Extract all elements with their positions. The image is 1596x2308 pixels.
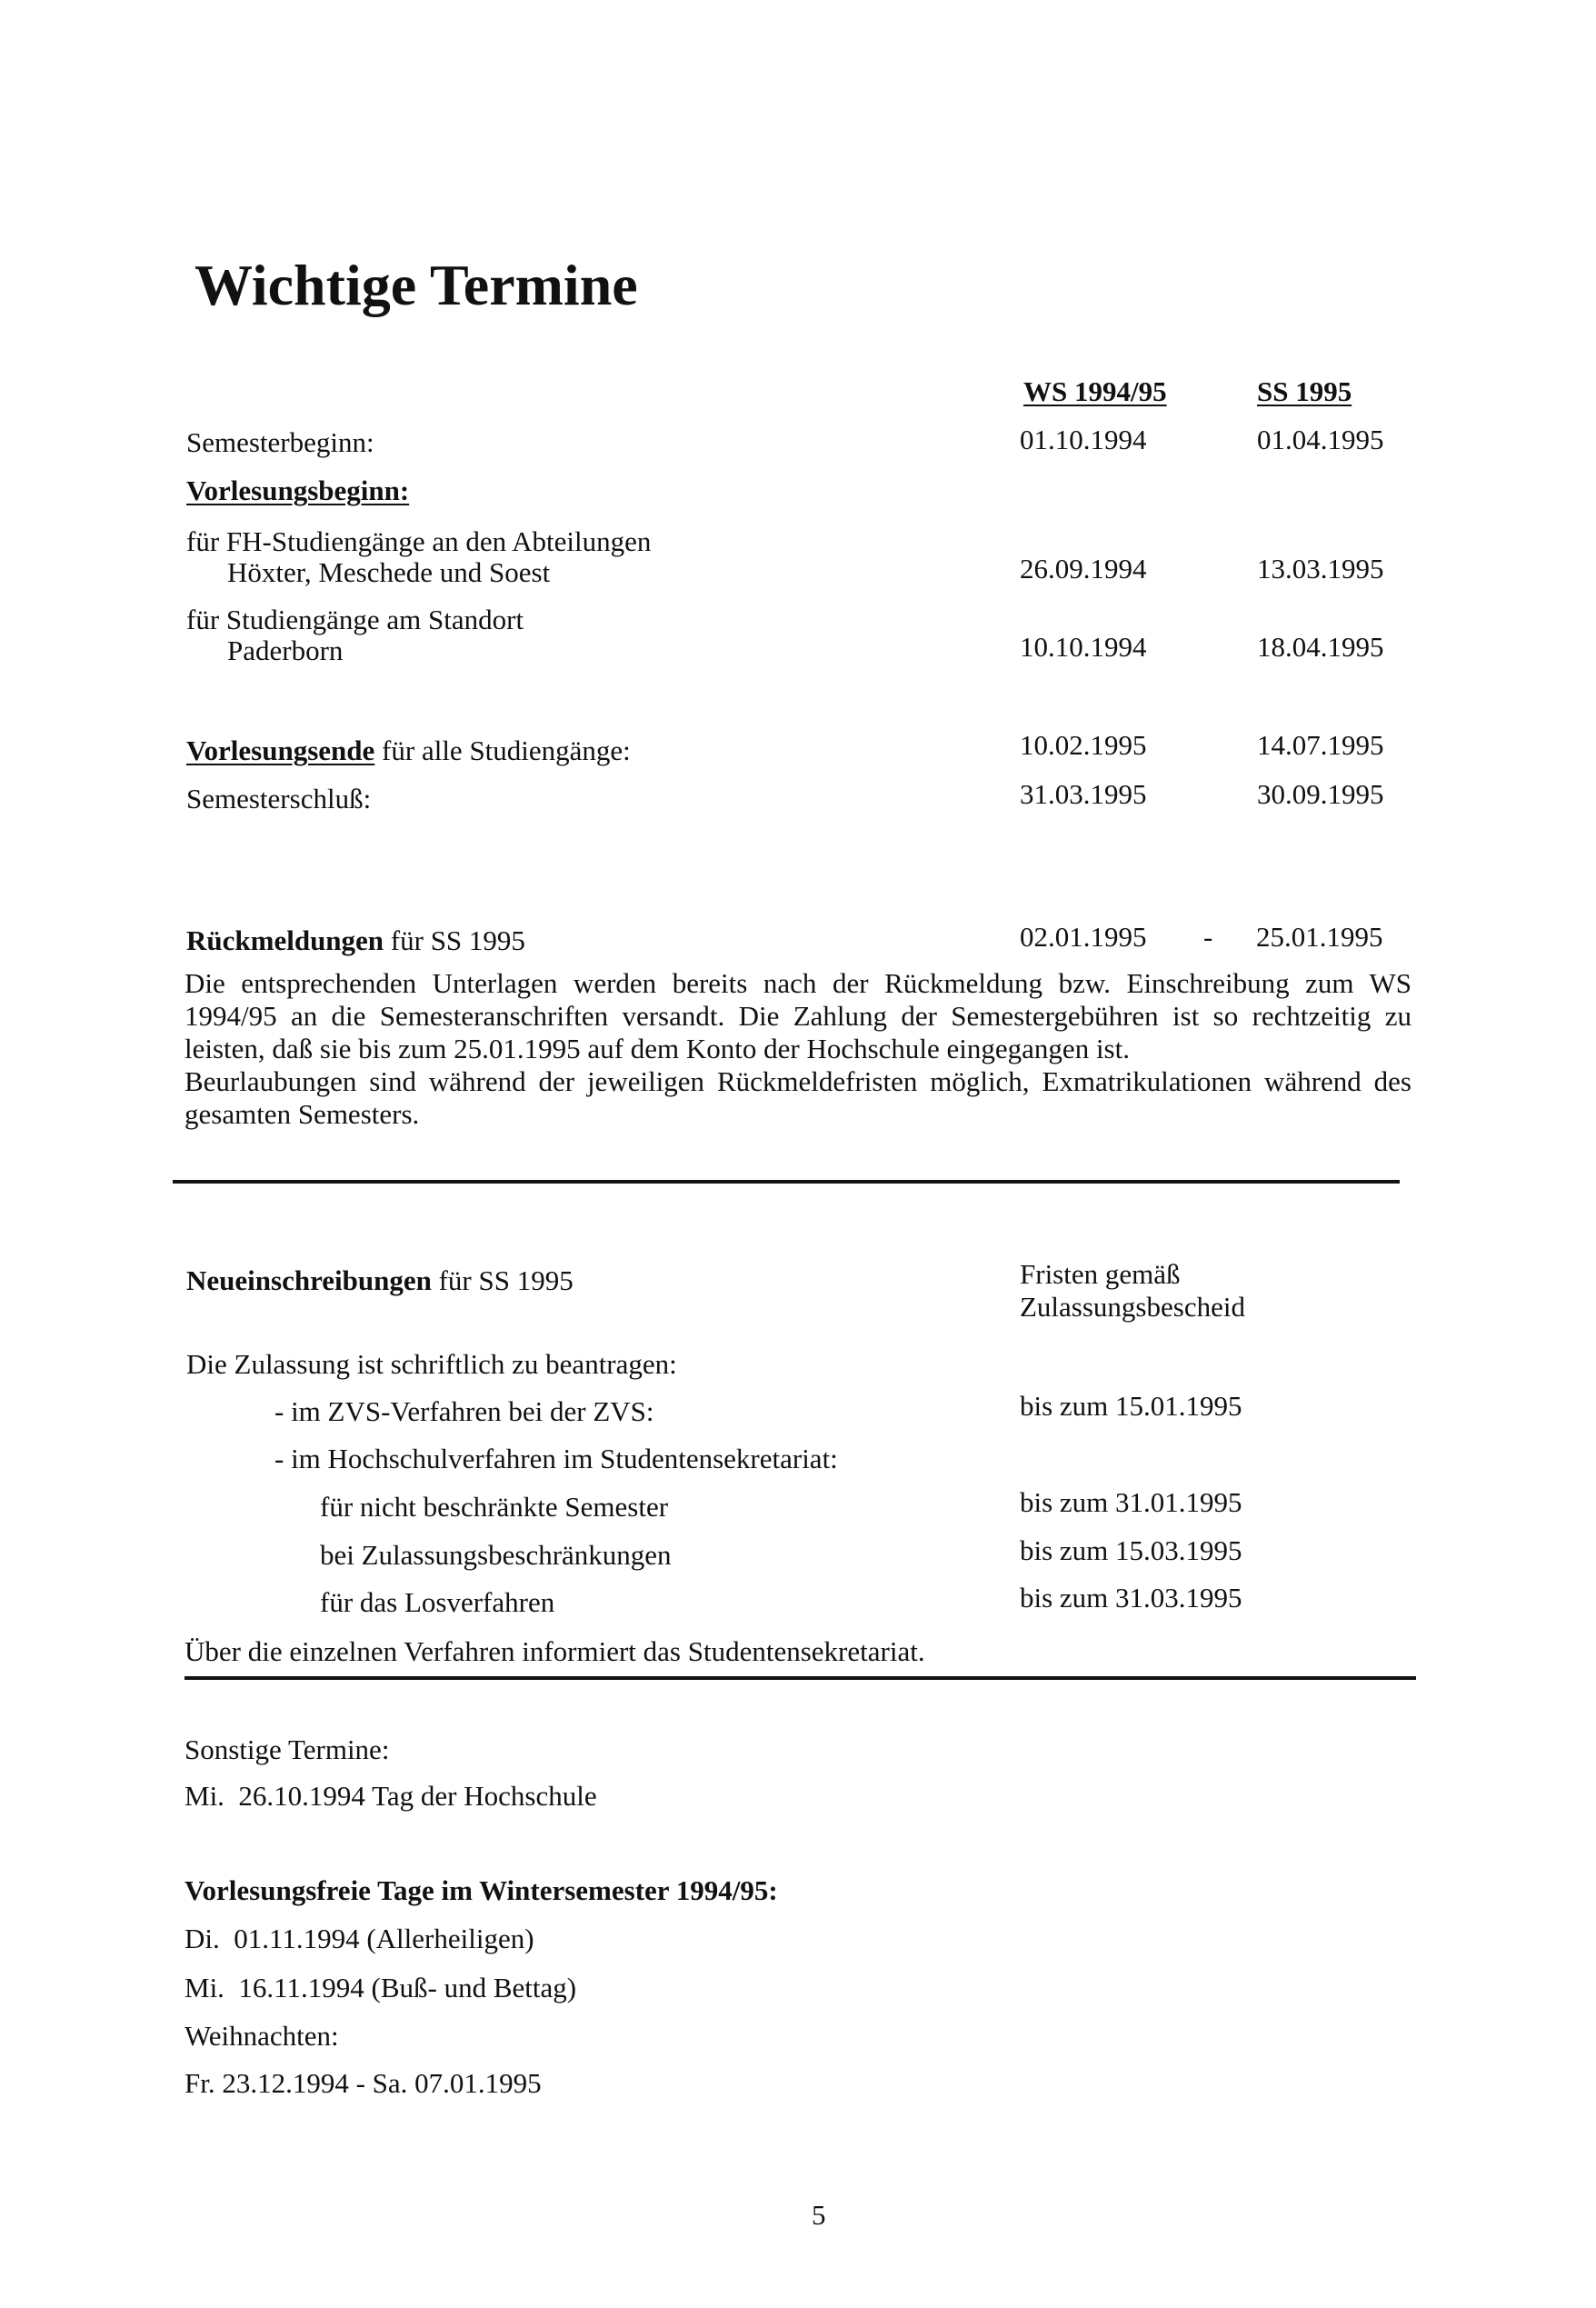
item-date: bis zum 15.03.1995	[1020, 1534, 1242, 1566]
rueckmeldungen-rest: für SS 1995	[384, 924, 525, 956]
page-title: Wichtige Termine	[195, 253, 638, 317]
semesterbeginn-ss: 01.04.1995	[1257, 424, 1384, 455]
vorlesungsfrei-line: Di. 01.11.1994 (Allerheiligen)	[185, 1923, 534, 1954]
paderborn-ss-date: 18.04.1995	[1257, 631, 1384, 663]
paderborn-line1: für Studiengänge am Standort	[186, 604, 524, 635]
item-label: für das Losverfahren	[320, 1586, 555, 1618]
column-header-ss: SS 1995	[1257, 375, 1352, 407]
rueckmeldungen-paragraph-2: Beurlaubungen sind während der jeweiligen Rückmeldefristen möglich, Exmatrikulationen während des gesamten Semesters.	[185, 1065, 1411, 1130]
vorlesungsende-ws: 10.02.1995	[1020, 729, 1147, 761]
vorlesungsfrei-line: Mi. 16.11.1994 (Buß- und Bettag)	[185, 1972, 577, 2003]
vorlesungsende-ss: 14.07.1995	[1257, 729, 1384, 761]
neueinschreibungen-row	[186, 1264, 574, 1297]
vorlesungsfrei-line: Weihnachten:	[185, 2020, 339, 2052]
divider-1	[173, 1180, 1400, 1184]
sonstige-item: Mi. 26.10.1994 Tag der Hochschule	[185, 1780, 597, 1812]
paderborn-line2: Paderborn	[227, 634, 344, 666]
semesterschluss-ss: 30.09.1995	[1257, 778, 1384, 810]
item-label: bei Zulassungsbeschränkungen	[320, 1539, 672, 1571]
rueckmeldungen-dash: -	[1203, 921, 1213, 953]
rueckmeldungen-paragraph-1: Die entsprechenden Unterlagen werden bereits nach der Rückmeldung bzw. Einschreibung zum WS 1994/95 an die Semesteranschriften versandt. Die Zahlung der Semestergebühren ist so rechtzeitig zu leisten, daß sie bis zum 25.01.1995 auf dem Konto der Hochschule eingegangen ist.	[185, 967, 1411, 1064]
zvs-label: - im ZVS-Verfahren bei der ZVS:	[274, 1395, 654, 1427]
rueckmeldungen-to: 25.01.1995	[1256, 921, 1383, 953]
item-label: für nicht beschränkte Semester	[320, 1491, 669, 1523]
item-date: bis zum 31.01.1995	[1020, 1486, 1242, 1518]
neueinschreibungen-heading: Neueinschreibungen	[186, 1264, 432, 1296]
vorlesungsende-rest: für alle Studiengänge:	[374, 734, 631, 766]
item-date: bis zum 31.03.1995	[1020, 1582, 1242, 1614]
page-number: 5	[812, 2199, 826, 2231]
verfahren-footer: Über die einzelnen Verfahren informiert das Studentensekretariat.	[185, 1635, 925, 1667]
rueckmeldungen-from: 02.01.1995	[1020, 921, 1147, 953]
column-header-ws: WS 1994/95	[1023, 375, 1167, 407]
fh-line2: Höxter, Meschede und Soest	[227, 556, 551, 588]
neueinschreibungen-rest: für SS 1995	[431, 1264, 574, 1296]
vorlesungsbeginn-heading: Vorlesungsbeginn:	[186, 475, 410, 506]
semesterbeginn-ws: 01.10.1994	[1020, 424, 1147, 455]
vorlesungsfrei-line: Fr. 23.12.1994 - Sa. 07.01.1995	[185, 2067, 542, 2099]
rueckmeldungen-text	[185, 967, 1411, 1131]
rueckmeldungen-row	[186, 924, 525, 957]
semesterbeginn-label: Semesterbeginn:	[186, 426, 374, 458]
hochschulverfahren-label: - im Hochschulverfahren im Studentensekretariat:	[274, 1443, 838, 1474]
vorlesungsfrei-heading: Vorlesungsfreie Tage im Wintersemester 1994/95:	[185, 1874, 778, 1906]
fh-ws-date: 26.09.1994	[1020, 553, 1147, 584]
vorlesungsende-row	[186, 734, 631, 767]
zvs-date: bis zum 15.01.1995	[1020, 1390, 1242, 1422]
semesterschluss-label: Semesterschluß:	[186, 783, 372, 814]
fh-ss-date: 13.03.1995	[1257, 553, 1384, 584]
vorlesungsende-heading: Vorlesungsende	[186, 734, 375, 766]
fh-line1: für FH-Studiengänge an den Abteilungen	[186, 525, 652, 557]
fristen-line2: Zulassungsbescheid	[1020, 1291, 1245, 1323]
fristen-line1: Fristen gemäß	[1020, 1258, 1181, 1290]
sonstige-heading: Sonstige Termine:	[185, 1733, 390, 1765]
divider-2	[185, 1676, 1416, 1680]
zulassung-intro: Die Zulassung ist schriftlich zu beantragen:	[186, 1348, 677, 1380]
rueckmeldungen-heading: Rückmeldungen	[186, 924, 384, 956]
paderborn-ws-date: 10.10.1994	[1020, 631, 1147, 663]
semesterschluss-ws: 31.03.1995	[1020, 778, 1147, 810]
